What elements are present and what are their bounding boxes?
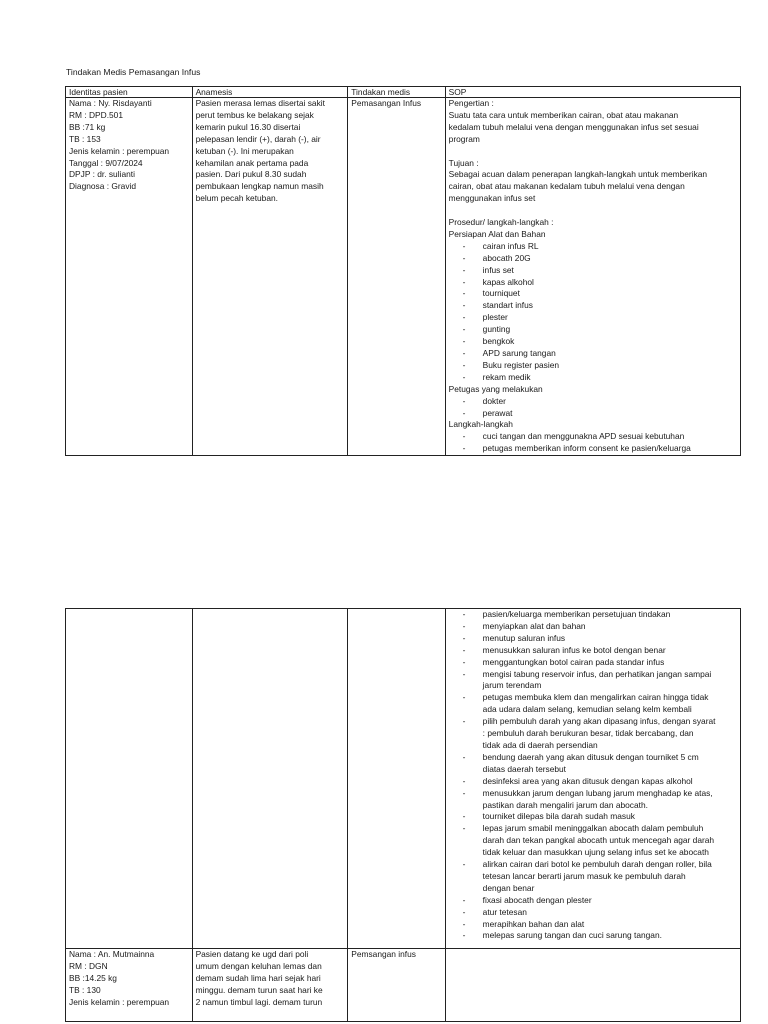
document-title: Tindakan Medis Pemasangan Infus: [66, 67, 201, 77]
list-item: [463, 788, 737, 812]
spacer: [449, 146, 737, 158]
patient-name: Nama : Ny. Risdayanti: [69, 98, 152, 108]
patient-rm: RM : DGN: [69, 960, 108, 971]
list-item: [463, 716, 737, 752]
list-item-text: - atur tetesan: [482, 906, 527, 917]
list-item: [463, 776, 737, 788]
medical-action: Pemsangan infus: [351, 949, 416, 959]
list-item: [463, 657, 737, 669]
procedure-table-page-1: [65, 86, 741, 456]
list-item-text: - tourniket dilepas bila darah sudah masuk: [482, 811, 635, 822]
list-item-text: - lepas jarum smabil meninggalkan abocath dalam pembuluh: [482, 823, 704, 834]
patient1-identity-cell: [66, 98, 193, 456]
list-item-text: - menggantungkan botol cairan pada standar infus: [482, 656, 665, 667]
anamnesis-line: umum dengan keluhan lemas dan: [195, 960, 322, 971]
list-item-text: - menusukkan jarum dengan lubang jarum menghadap ke atas,: [482, 787, 713, 798]
patient1-action-cell: [348, 98, 445, 456]
sop-langkah-title: Langkah-langkah: [448, 419, 513, 430]
list-item-text: dengan benar: [482, 882, 535, 893]
list-item: - bengkok: [463, 336, 737, 348]
anamnesis-line: demam sudah lima hari sejak hari: [195, 972, 321, 983]
header-tindakan: Tindakan medis: [348, 87, 445, 98]
langkah-list: [449, 431, 737, 455]
empty-action-cell: [348, 609, 445, 949]
medical-action: Pemasangan Infus: [351, 98, 422, 108]
list-item: [463, 859, 737, 895]
table-row: [66, 98, 741, 456]
patient-dpjp: DPJP : dr. sulianti: [69, 169, 135, 180]
anamnesis-line: kehamilan anak pertama pada: [195, 157, 309, 168]
list-item: - rekam medik: [463, 372, 737, 384]
anamnesis-line: perut tembus ke belakang sejak: [195, 109, 314, 120]
patient1-anamnesis-cell: [192, 98, 348, 456]
list-item-text: - melepas sarung tangan dan cuci sarung tangan.: [482, 930, 662, 941]
sop-pengertian-text: program: [448, 133, 480, 144]
anamnesis-line: pembukaan lengkap namun masih: [195, 181, 324, 192]
list-item: [463, 609, 737, 621]
list-item-text: - menutup saluran infus: [482, 632, 566, 643]
list-item: [463, 919, 737, 931]
patient2-identity-cell: [66, 949, 193, 1022]
anamnesis-line: minggu. demam turun saat hari ke: [195, 984, 323, 995]
header-sop: SOP: [445, 87, 740, 98]
list-item: [463, 621, 737, 633]
list-item-text: - pilih pembuluh darah yang akan dipasang infus, dengan syarat: [482, 716, 716, 727]
header-identitas: Identitas pasien: [66, 87, 193, 98]
anamnesis-line: ketuban (-). Ini merupakan: [195, 145, 294, 156]
table-header-row: [66, 87, 741, 98]
patient-bb: BB :71 kg: [69, 121, 106, 132]
list-item: [463, 823, 737, 859]
anamnesis-line: pelepasan lendir (+), darah (-), air: [195, 133, 321, 144]
patient-date: Tanggal : 9/07/2024: [69, 157, 143, 168]
list-item-text: - menyiapkan alat dan bahan: [482, 620, 586, 631]
list-item-text: - alirkan cairan dari botol ke pembuluh darah dengan roller, bila: [482, 859, 712, 870]
procedure-table-page-2: [65, 608, 741, 1022]
list-item-text: - pasien/keluarga memberikan persetujuan tindakan: [482, 609, 671, 619]
list-item: - Buku register pasien: [463, 360, 737, 372]
list-item-text: ada udara dalam selang, kemudian selang kelm kembali: [482, 704, 692, 715]
list-item: [463, 633, 737, 645]
patient-name: Nama : An. Mutmainna: [69, 949, 155, 959]
patient-diagnosis: Diagnosa : Gravid: [69, 181, 137, 192]
list-item-text: - merapihkan bahan dan alat: [482, 918, 585, 929]
list-item: [463, 645, 737, 657]
list-item: - plester: [463, 312, 737, 324]
sop-tujuan-text: Sebagai acuan dalam penerapan langkah-langkah untuk memberikan: [448, 169, 708, 180]
anamnesis-line: 2 namun timbul lagi. demam turun: [195, 996, 323, 1007]
list-item: [463, 669, 737, 693]
sop-pengertian-title: Pengertian :: [448, 98, 494, 108]
sop-prosedur-title: Prosedur/ langkah-langkah :: [448, 217, 554, 228]
list-item: - infus set: [463, 265, 737, 277]
list-item-text: - desinfeksi area yang akan ditusuk dengan kapas alkohol: [482, 775, 693, 786]
header-anamesis: Anamesis: [192, 87, 348, 98]
list-item-text: tetesan lancar berarti jarum masuk ke pembuluh darah: [482, 870, 686, 881]
sop-continuation-cell: [445, 609, 740, 949]
petugas-list: [449, 396, 737, 420]
list-item: - perawat: [463, 408, 737, 420]
list-item: [463, 907, 737, 919]
list-item: [463, 930, 737, 942]
list-item-text: - petugas membuka klem dan mengalirkan cairan hingga tidak: [482, 692, 709, 703]
list-item: - petugas memberikan inform consent ke pasien/keluarga: [463, 443, 737, 455]
list-item-text: tidak keluar dan masukkan ujung selang infus set ke abocath: [482, 847, 709, 858]
list-item-text: darah dan tekan pangkal abocath untuk mencegah agar darah: [482, 835, 715, 846]
anamnesis-line: Pasien merasa lemas disertai sakit: [195, 98, 325, 108]
list-item-text: - menusukkan saluran infus ke botol dengan benar: [482, 644, 666, 655]
sop-tujuan-title: Tujuan :: [448, 157, 479, 168]
list-item: - dokter: [463, 396, 737, 408]
sop-tujuan-text: cairan, obat atau makanan kedalam tubuh melalui vena dengan: [448, 181, 685, 192]
empty-identity-cell: [66, 609, 193, 949]
patient-tb: TB : 153: [69, 133, 101, 144]
patient-rm: RM : DPD.501: [69, 109, 123, 120]
patient-tb: TB : 130: [69, 984, 101, 995]
patient-gender: Jenis kelamin : perempuan: [69, 996, 170, 1007]
list-item: - gunting: [463, 324, 737, 336]
list-item-text: - fixasi abocath dengan plester: [482, 894, 592, 905]
anamnesis-line: belum pecah ketuban.: [195, 193, 278, 204]
list-item-text: - mengisi tabung reservoir infus, dan perhatikan jangan sampai: [482, 668, 712, 679]
list-item: [463, 895, 737, 907]
list-item: - cairan infus RL: [463, 241, 737, 253]
patient2-anamnesis-cell: [192, 949, 348, 1022]
list-item: - cuci tangan dan menggunakna APD sesuai kebutuhan: [463, 431, 737, 443]
table-row: [66, 949, 741, 1022]
sop-tujuan-text: menggunakan infus set: [448, 193, 536, 204]
list-item-text: diatas daerah tersebut: [482, 763, 567, 774]
spacer: [449, 205, 737, 217]
anamnesis-line: kemarin pukul 16.30 disertai: [195, 121, 301, 132]
list-item-text: pastikan darah mengaliri jarum dan abocath.: [482, 799, 648, 810]
list-item-text: - bendung daerah yang akan ditusuk dengan tourniket 5 cm: [482, 751, 699, 762]
patient-bb: BB :14.25 kg: [69, 972, 117, 983]
persiapan-list: [449, 241, 737, 384]
list-item: [463, 692, 737, 716]
list-item: - standart infus: [463, 300, 737, 312]
patient-gender: Jenis kelamin : perempuan: [69, 145, 170, 156]
sop-petugas-title: Petugas yang melakukan: [448, 383, 543, 394]
sop-cell: [445, 98, 740, 456]
sop-pengertian-text: kedalam tubuh melalui vena dengan menggunakan infus set sesuai: [448, 121, 699, 132]
list-item: - abocath 20G: [463, 253, 737, 265]
list-item: - kapas alkohol: [463, 277, 737, 289]
sop-pengertian-text: Suatu tata cara untuk memberikan cairan, obat atau makanan: [448, 109, 679, 120]
list-item-text: jarum terendam: [482, 680, 542, 691]
list-item: - tourniquet: [463, 288, 737, 300]
list-item-text: : pembuluh darah berukuran besar, tidak bercabang, dan: [482, 728, 694, 739]
anamnesis-line: pasien. Dari pukul 8.30 sudah: [195, 169, 307, 180]
langkah-list-continued: [449, 609, 737, 942]
list-item: - APD sarung tangan: [463, 348, 737, 360]
anamnesis-line: Pasien datang ke ugd dari poli: [195, 949, 309, 959]
list-item: [463, 752, 737, 776]
empty-sop-cell: [445, 949, 740, 1022]
list-item: [463, 811, 737, 823]
patient2-action-cell: [348, 949, 445, 1022]
list-item-text: tidak ada di daerah persendian: [482, 739, 598, 750]
sop-persiapan-title: Persiapan Alat dan Bahan: [448, 228, 546, 239]
table-row: [66, 609, 741, 949]
empty-anamnesis-cell: [192, 609, 348, 949]
